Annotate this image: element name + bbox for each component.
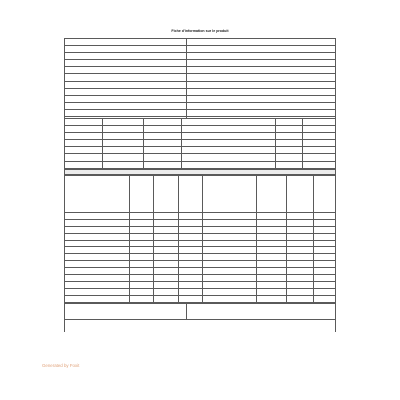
parameter-cell: [65, 133, 103, 140]
parameter-cell: [102, 126, 143, 133]
compartment-cell: [203, 254, 257, 261]
compartment-cell: [257, 261, 287, 268]
info-cell: [186, 109, 335, 116]
info-row: [65, 60, 336, 67]
compartment-cell: [203, 275, 257, 282]
compartment-cell: [130, 213, 154, 220]
compartment-cell: [130, 219, 154, 226]
parameter-cell: [143, 133, 181, 140]
parameter-cell: [276, 126, 303, 133]
compartment-cell: [287, 219, 314, 226]
parameter-cell: [65, 147, 103, 154]
compartment-cell: [154, 261, 178, 268]
compartment-cell: [154, 268, 178, 275]
parameter-cell: [65, 119, 103, 126]
compartment-cell: [314, 226, 336, 233]
compartment-cell: [287, 247, 314, 254]
compartment-header-cell: [257, 176, 287, 213]
document-title: Fiche d'information sur le produit: [171, 29, 229, 33]
compartment-cell: [178, 288, 202, 295]
compartment-cell: [314, 295, 336, 302]
parameter-cell: [65, 140, 103, 147]
footer-watermark-text: Generated by Foxit: [42, 363, 80, 368]
compartment-cell: [154, 240, 178, 247]
compartment-cell: [203, 281, 257, 288]
compartment-cell: [65, 219, 130, 226]
compartment-cell: [314, 254, 336, 261]
parameter-cell: [143, 154, 181, 161]
info-cell: [186, 39, 335, 46]
info-cell: [186, 81, 335, 88]
compartment-cell: [287, 226, 314, 233]
info-cell: [65, 81, 187, 88]
compartment-cell: [203, 288, 257, 295]
compartment-cell: [203, 247, 257, 254]
compartment-cell: [130, 288, 154, 295]
compartment-cell: [130, 240, 154, 247]
compartment-cell: [65, 233, 130, 240]
compartment-row: [65, 295, 336, 302]
compartment-cell: [257, 275, 287, 282]
info-row: [65, 53, 336, 60]
compartment-cell: [203, 261, 257, 268]
info-cell: [65, 74, 187, 81]
compartment-cell: [65, 240, 130, 247]
compartment-cell: [203, 295, 257, 302]
parameter-cell: [276, 133, 303, 140]
compartment-cell: [65, 281, 130, 288]
parameter-row: [65, 147, 336, 154]
compartment-row: [65, 219, 336, 226]
compartment-cell: [314, 240, 336, 247]
compartment-cell: [130, 261, 154, 268]
parameter-cell: [65, 154, 103, 161]
compartment-cell: [178, 275, 202, 282]
compartment-cell: [154, 213, 178, 220]
compartment-cell: [287, 295, 314, 302]
info-cell: [65, 60, 187, 67]
compartment-header-cell: [203, 176, 257, 213]
compartment-cell: [130, 233, 154, 240]
parameter-cell: [102, 147, 143, 154]
compartment-cell: [314, 213, 336, 220]
compartment-cell: [203, 268, 257, 275]
compartment-cell: [287, 254, 314, 261]
notes-cell: [65, 319, 336, 332]
compartment-cell: [154, 281, 178, 288]
compartment-cell: [203, 240, 257, 247]
parameter-cell: [143, 147, 181, 154]
parameter-cell: [276, 154, 303, 161]
compartment-cell: [287, 268, 314, 275]
compartment-cell: [257, 226, 287, 233]
parameter-cell: [181, 133, 276, 140]
compartment-cell: [178, 226, 202, 233]
compartment-cell: [257, 254, 287, 261]
compartment-header-cell: [154, 176, 178, 213]
compartment-header-cell: [65, 176, 130, 213]
compartment-cell: [178, 247, 202, 254]
compartment-cell: [257, 295, 287, 302]
parameter-row: [65, 154, 336, 161]
parameter-cell: [102, 133, 143, 140]
product-information-sheet: [64, 29, 336, 332]
compartment-cell: [178, 261, 202, 268]
compartment-cell: [130, 226, 154, 233]
general-information-table: [64, 38, 336, 118]
parameter-row: [65, 161, 336, 168]
compartment-cell: [314, 261, 336, 268]
compartment-cell: [154, 247, 178, 254]
info-row: [65, 46, 336, 53]
compartment-cell: [178, 268, 202, 275]
info-cell: [65, 88, 187, 95]
compartment-cell: [65, 288, 130, 295]
notes-row: [65, 319, 336, 332]
parameter-cell: [303, 147, 336, 154]
compartment-cell: [65, 275, 130, 282]
info-row: [65, 88, 336, 95]
compartment-parameters-table: [64, 175, 336, 303]
parameter-cell: [181, 154, 276, 161]
parameter-cell: [65, 126, 103, 133]
info-cell: [186, 102, 335, 109]
info-cell: [65, 67, 187, 74]
info-cell: [186, 67, 335, 74]
compartment-row: [65, 254, 336, 261]
compartment-row: [65, 261, 336, 268]
parameter-cell: [143, 140, 181, 147]
compartment-cell: [203, 226, 257, 233]
info-cell: [186, 74, 335, 81]
info-row: [65, 67, 336, 74]
parameter-cell: [143, 126, 181, 133]
compartment-cell: [257, 213, 287, 220]
parameter-cell: [143, 119, 181, 126]
compartment-cell: [65, 261, 130, 268]
compartment-row: [65, 213, 336, 220]
compartment-cell: [178, 233, 202, 240]
compartment-cell: [257, 288, 287, 295]
info-cell: [186, 46, 335, 53]
compartment-cell: [203, 213, 257, 220]
parameter-cell: [276, 161, 303, 168]
compartment-cell: [257, 281, 287, 288]
parameter-cell: [303, 140, 336, 147]
compartment-cell: [154, 226, 178, 233]
compartment-cell: [178, 240, 202, 247]
info-cell: [65, 109, 187, 116]
info-cell: [65, 46, 187, 53]
compartment-cell: [178, 295, 202, 302]
info-row: [65, 109, 336, 116]
info-row: [65, 95, 336, 102]
compartment-cell: [154, 254, 178, 261]
compartment-cell: [257, 219, 287, 226]
notes-cell: [65, 304, 187, 320]
compartment-cell: [65, 295, 130, 302]
parameter-row: [65, 140, 336, 147]
compartment-cell: [130, 254, 154, 261]
compartment-cell: [203, 233, 257, 240]
parameter-cell: [102, 119, 143, 126]
compartment-cell: [257, 233, 287, 240]
parameter-cell: [181, 140, 276, 147]
compartment-header-cell: [178, 176, 202, 213]
compartment-cell: [314, 288, 336, 295]
compartment-header-cell: [130, 176, 154, 213]
info-row: [65, 102, 336, 109]
compartment-cell: [287, 275, 314, 282]
parameter-row: [65, 126, 336, 133]
info-cell: [65, 39, 187, 46]
compartment-row: [65, 281, 336, 288]
compartment-row: [65, 247, 336, 254]
parameter-cell: [181, 119, 276, 126]
compartment-cell: [154, 288, 178, 295]
compartment-row: [65, 226, 336, 233]
compartment-cell: [65, 254, 130, 261]
compartment-header-cell: [287, 176, 314, 213]
parameter-cell: [276, 140, 303, 147]
info-cell: [186, 88, 335, 95]
compartment-row: [65, 233, 336, 240]
compartment-cell: [130, 275, 154, 282]
compartment-cell: [314, 281, 336, 288]
compartment-cell: [203, 219, 257, 226]
compartment-cell: [65, 213, 130, 220]
parameter-row: [65, 119, 336, 126]
compartment-cell: [314, 275, 336, 282]
compartment-cell: [65, 268, 130, 275]
compartment-cell: [178, 281, 202, 288]
info-cell: [186, 60, 335, 67]
compartment-cell: [178, 219, 202, 226]
info-cell: [65, 53, 187, 60]
compartment-row: [65, 288, 336, 295]
compartment-header-cell: [314, 176, 336, 213]
compartment-cell: [287, 261, 314, 268]
compartment-cell: [314, 247, 336, 254]
compartment-cell: [130, 247, 154, 254]
compartment-cell: [130, 295, 154, 302]
compartment-cell: [314, 219, 336, 226]
info-row: [65, 74, 336, 81]
parameter-cell: [102, 154, 143, 161]
parameter-cell: [65, 161, 103, 168]
notes-row: [65, 304, 336, 320]
compartment-cell: [287, 240, 314, 247]
compartment-cell: [154, 275, 178, 282]
compartment-cell: [65, 247, 130, 254]
compartment-cell: [154, 295, 178, 302]
compartment-header-row: [65, 176, 336, 213]
compartment-row: [65, 268, 336, 275]
parameter-cell: [102, 161, 143, 168]
parameter-cell: [181, 147, 276, 154]
parameter-cell: [143, 161, 181, 168]
compartment-cell: [257, 247, 287, 254]
compartment-cell: [287, 288, 314, 295]
compartment-row: [65, 240, 336, 247]
compartment-cell: [314, 233, 336, 240]
compartment-cell: [130, 268, 154, 275]
parameter-cell: [181, 161, 276, 168]
compartment-cell: [287, 233, 314, 240]
parameter-cell: [303, 133, 336, 140]
notes-table: [64, 303, 336, 332]
compartment-cell: [257, 268, 287, 275]
compartment-cell: [178, 213, 202, 220]
notes-cell: [186, 304, 335, 320]
info-row: [65, 39, 336, 46]
info-row: [65, 81, 336, 88]
parameter-cell: [303, 154, 336, 161]
compartment-cell: [65, 226, 130, 233]
compartment-cell: [314, 268, 336, 275]
compartment-cell: [130, 281, 154, 288]
compartment-cell: [287, 281, 314, 288]
parameter-cell: [303, 126, 336, 133]
info-cell: [65, 102, 187, 109]
parameter-cell: [102, 140, 143, 147]
parameter-cell: [303, 119, 336, 126]
compartment-cell: [178, 254, 202, 261]
parameter-cell: [181, 126, 276, 133]
compartment-cell: [154, 219, 178, 226]
compartment-cell: [287, 213, 314, 220]
parameter-row: [65, 133, 336, 140]
info-cell: [186, 53, 335, 60]
info-cell: [65, 95, 187, 102]
compartment-cell: [154, 233, 178, 240]
parameter-cell: [303, 161, 336, 168]
parameter-cell: [276, 147, 303, 154]
product-parameters-table: [64, 118, 336, 169]
compartment-cell: [257, 240, 287, 247]
parameter-cell: [276, 119, 303, 126]
info-cell: [186, 95, 335, 102]
compartment-row: [65, 275, 336, 282]
